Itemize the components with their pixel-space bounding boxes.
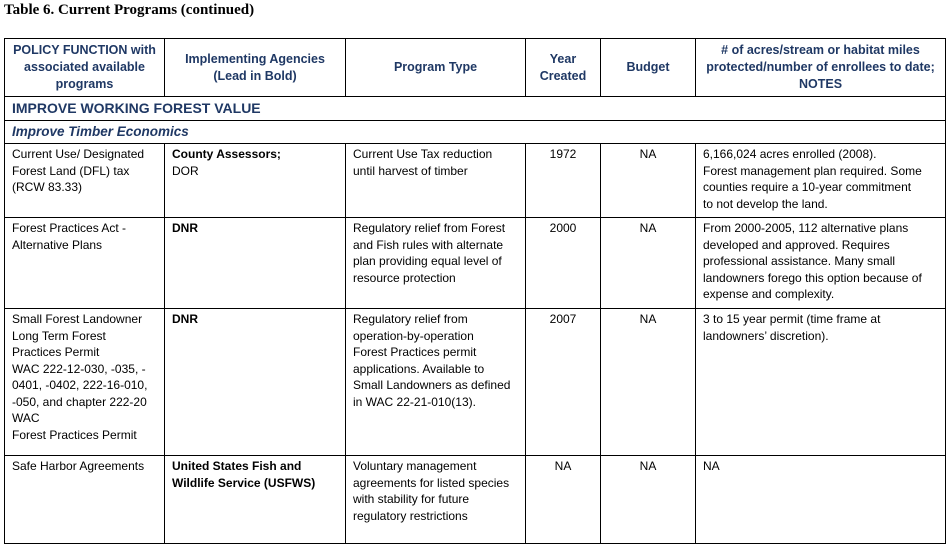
lead-agency: DNR: [172, 312, 198, 326]
subsection-title: Improve Timber Economics: [5, 120, 946, 144]
program-line: Forest Practices Permit: [12, 427, 137, 442]
notes-line: landowners forego this option because of: [703, 270, 922, 285]
program-cell: [5, 218, 165, 309]
program-type-line: Regulatory relief from Forest: [353, 221, 506, 235]
program-line: 0401, -0402, 222-16-010,: [12, 378, 148, 392]
programs-table: [4, 38, 946, 544]
program-type-line: plan providing equal level of: [353, 254, 502, 268]
lead-agency: DNR: [172, 221, 198, 235]
program-type-line: and Fish rules with alternate: [353, 237, 504, 252]
notes-line: counties require a 10-year commitment: [703, 180, 912, 194]
budget-cell: NA: [601, 309, 696, 456]
program-line: Long Term Forest: [12, 328, 106, 343]
agency-cell: [165, 456, 346, 544]
notes-line: developed and approved. Requires: [703, 237, 890, 252]
section-row: [5, 97, 946, 121]
table-row: [5, 218, 946, 309]
lead-agency: United States Fish and Wildlife Service (USFWS): [172, 459, 316, 490]
notes-cell: [696, 218, 946, 309]
program-line: Current Use/ Designated: [12, 147, 145, 161]
program-line: Safe Harbor Agreements: [12, 459, 145, 473]
budget-cell: NA: [601, 218, 696, 309]
program-line: Forest Practices Act -: [12, 221, 127, 235]
program-type-line: applications. Available to: [353, 361, 485, 376]
program-type-line: Voluntary management: [353, 459, 477, 473]
program-type-line: Regulatory relief from: [353, 312, 468, 326]
program-cell: [5, 309, 165, 456]
program-type-line: until harvest of timber: [353, 163, 468, 178]
program-type-line: agreements for listed species: [353, 475, 510, 490]
notes-cell: [696, 309, 946, 456]
program-line: Alternative Plans: [12, 237, 103, 252]
program-type-line: in WAC 22-21-010(13).: [353, 394, 476, 409]
supporting-agency: DOR: [172, 163, 199, 178]
notes-line: 3 to 15 year permit (time frame at: [703, 312, 881, 326]
notes-line: to not develop the land.: [703, 196, 828, 211]
program-type-cell: [346, 218, 526, 309]
notes-line: Forest management plan required. Some: [703, 163, 922, 178]
notes-line: From 2000-2005, 112 alternative plans: [703, 221, 909, 235]
program-cell: [5, 456, 165, 544]
section-title: IMPROVE WORKING FOREST VALUE: [5, 97, 946, 121]
agency-cell: [165, 218, 346, 309]
notes-line: professional assistance. Many small: [703, 254, 896, 268]
header-row: [5, 39, 946, 97]
subsection-row: [5, 120, 946, 144]
program-type-line: with stability for future: [353, 492, 470, 506]
lead-agency: County Assessors;: [172, 147, 281, 161]
program-line: Small Forest Landowner: [12, 312, 143, 326]
program-cell: [5, 144, 165, 218]
header-program-type: Program Type: [346, 39, 526, 97]
notes-cell: [696, 456, 946, 544]
header-policy-function: POLICY FUNCTION with associated available programs: [5, 39, 165, 97]
agency-cell: [165, 144, 346, 218]
budget-cell: NA: [601, 144, 696, 218]
program-type-line: resource protection: [353, 270, 456, 285]
notes-line: landowners’ discretion).: [703, 328, 829, 343]
year-cell: 2007: [526, 309, 601, 456]
header-year-created: Year Created: [526, 39, 601, 97]
header-budget: Budget: [601, 39, 696, 97]
budget-cell: NA: [601, 456, 696, 544]
program-line: -050, and chapter 222-20: [12, 394, 147, 409]
program-line: WAC 222-12-030, -035, -: [12, 361, 146, 376]
notes-line: NA: [703, 459, 720, 473]
header-notes: # of acres/stream or habitat miles protected/number of enrollees to date; NOTES: [696, 39, 946, 97]
notes-line: expense and complexity.: [703, 287, 835, 301]
notes-cell: [696, 144, 946, 218]
program-line: (RCW 83.33): [12, 180, 83, 194]
program-type-line: Forest Practices permit: [353, 345, 477, 359]
program-type-line: operation-by-operation: [353, 328, 474, 343]
program-type-line: regulatory restrictions: [353, 508, 468, 523]
program-line: Forest Land (DFL) tax: [12, 163, 130, 178]
program-type-cell: [346, 456, 526, 544]
year-cell: NA: [526, 456, 601, 544]
program-line: Practices Permit: [12, 345, 100, 359]
agency-cell: [165, 309, 346, 456]
program-type-cell: [346, 144, 526, 218]
program-type-cell: [346, 309, 526, 456]
year-cell: 2000: [526, 218, 601, 309]
program-type-line: Current Use Tax reduction: [353, 147, 493, 161]
program-type-line: Small Landowners as defined: [353, 378, 511, 392]
year-cell: 1972: [526, 144, 601, 218]
notes-line: 6,166,024 acres enrolled (2008).: [703, 147, 877, 161]
table-row: [5, 144, 946, 218]
table-row: [5, 309, 946, 456]
header-implementing-agencies: Implementing Agencies (Lead in Bold): [165, 39, 346, 97]
program-line: WAC: [12, 411, 40, 425]
table-row: [5, 456, 946, 544]
table-caption: Table 6. Current Programs (continued): [4, 2, 255, 18]
